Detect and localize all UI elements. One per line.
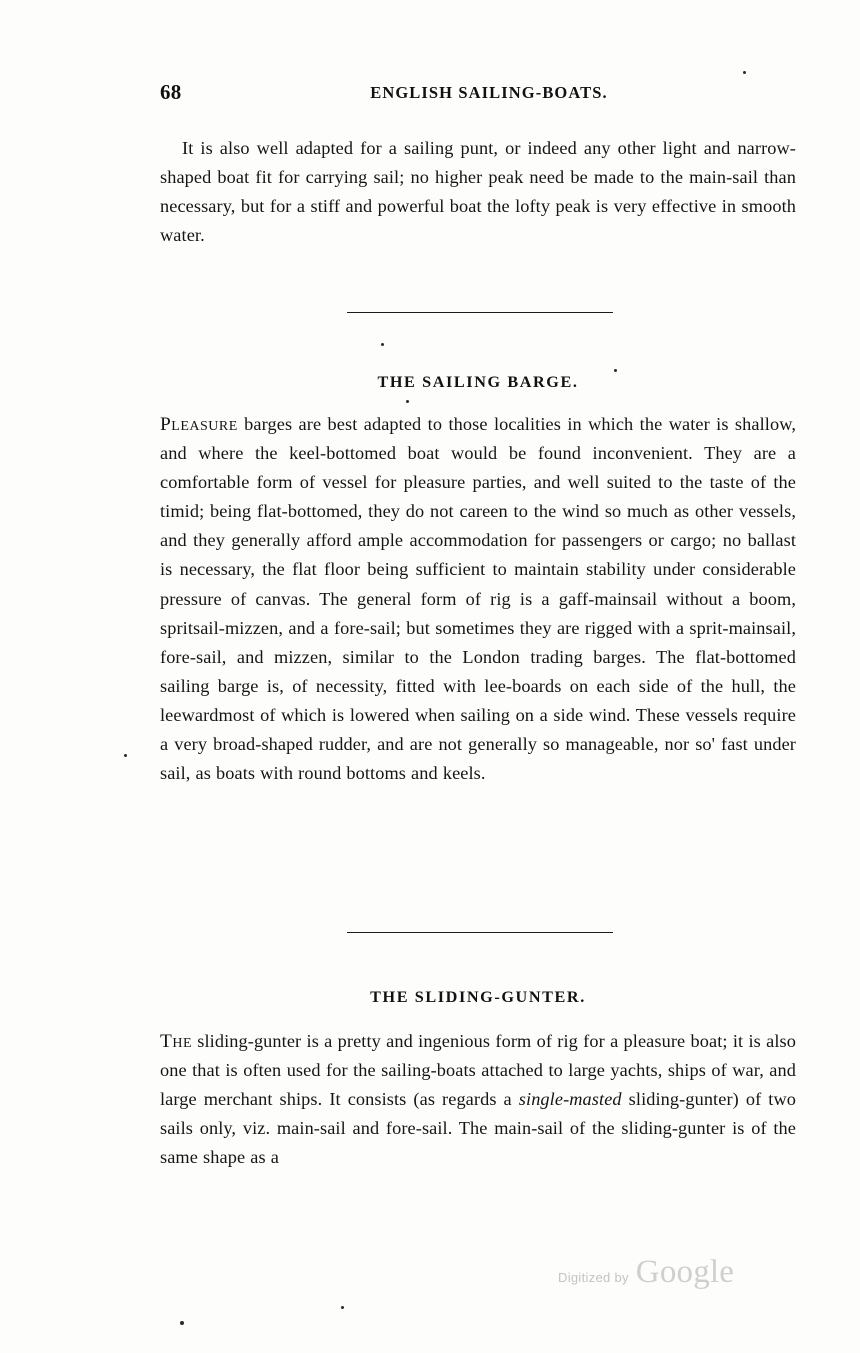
paragraph-sailing-barge-text: barges are best adapted to those localities in which the water is shallow, and where the keel-bottomed boat would be found inconvenient. They are a comfortable form of vessel for pleasure parties, and well suited to the taste of the timid; being flat-bottomed, they do not careen to the wind so much as other vessels, and they generally afford ample accommodation for passengers or cargo; no ballast is necessary, the flat floor being sufficient to maintain stability under considerable pressure of canvas. The general form of rig is a gaff-mainsail without a boom, spritsail-mizzen, and a fore-sail; but sometimes they are rigged with a sprit-mainsail, fore-sail, and mizzen, similar to the London trading barges. The flat-bottomed sailing barge is, of necessity, fitted with lee-boards on each side of the hull, the leewardmost of which is lowered when sailing on a side wind. These vessels require a very broad-shaped rudder, and are not generally so manageable, nor so' fast under sail, as boats with round bottoms and keels. (160, 414, 796, 784)
scan-speckle (743, 71, 746, 74)
watermark-prefix-text: Digitized by (558, 1270, 629, 1285)
italic-phrase-single-masted: single-masted (518, 1089, 622, 1110)
paragraph-continuation: It is also well adapted for a sailing punt, or indeed any other light and narrow-shaped boat fit for carrying sail; no higher peak need be made to the main-sail than necessary, but for a stiff and powerful boat the lofty peak is very effective in smooth water. (160, 138, 796, 246)
paragraph-lead-word-the: The (160, 1031, 193, 1052)
running-head-title: ENGLISH SAILING-BOATS. (370, 83, 608, 102)
scan-speckle (341, 1306, 344, 1309)
paragraph-block-continuation (160, 134, 796, 250)
scan-speckle (614, 369, 617, 372)
paragraph-lead-word-pleasure: Pleasure (160, 414, 238, 435)
scan-speckle (180, 1321, 184, 1325)
section-divider-rule-2 (347, 932, 613, 933)
scan-speckle (124, 754, 127, 757)
page-number: 68 (160, 80, 182, 104)
paragraph-sliding-gunter (160, 1027, 796, 1172)
section-heading-sailing-barge: THE SAILING BARGE. (377, 373, 579, 391)
digitized-by-google-watermark (558, 1254, 734, 1291)
paragraph-block-sliding-gunter (160, 1027, 796, 1172)
scan-speckle (406, 400, 409, 403)
paragraph-sliding-gunter-text-before-italic: sliding-gunter is a pretty and ingenious form of rig for a pleasure boat; it is also one that is often used for the sailing-boats attached to large yachts, ships of war, and large merchant ships. It consists (as regards a (160, 1031, 796, 1110)
section-divider-rule-1 (347, 312, 613, 313)
paragraph-sailing-barge (160, 410, 796, 788)
paragraph-sliding-gunter-text-after-italic: sliding-gunter) of two sails only, viz. main-sail and fore-sail. The main-sail of the sliding-gunter is of the same shape as a (160, 1089, 797, 1168)
paragraph-block-sailing-barge (160, 410, 796, 788)
scan-speckle (381, 343, 384, 346)
running-head (160, 80, 796, 106)
section-heading-sliding-gunter: THE SLIDING-GUNTER. (370, 988, 586, 1006)
watermark-brand-text: Google (635, 1254, 735, 1290)
